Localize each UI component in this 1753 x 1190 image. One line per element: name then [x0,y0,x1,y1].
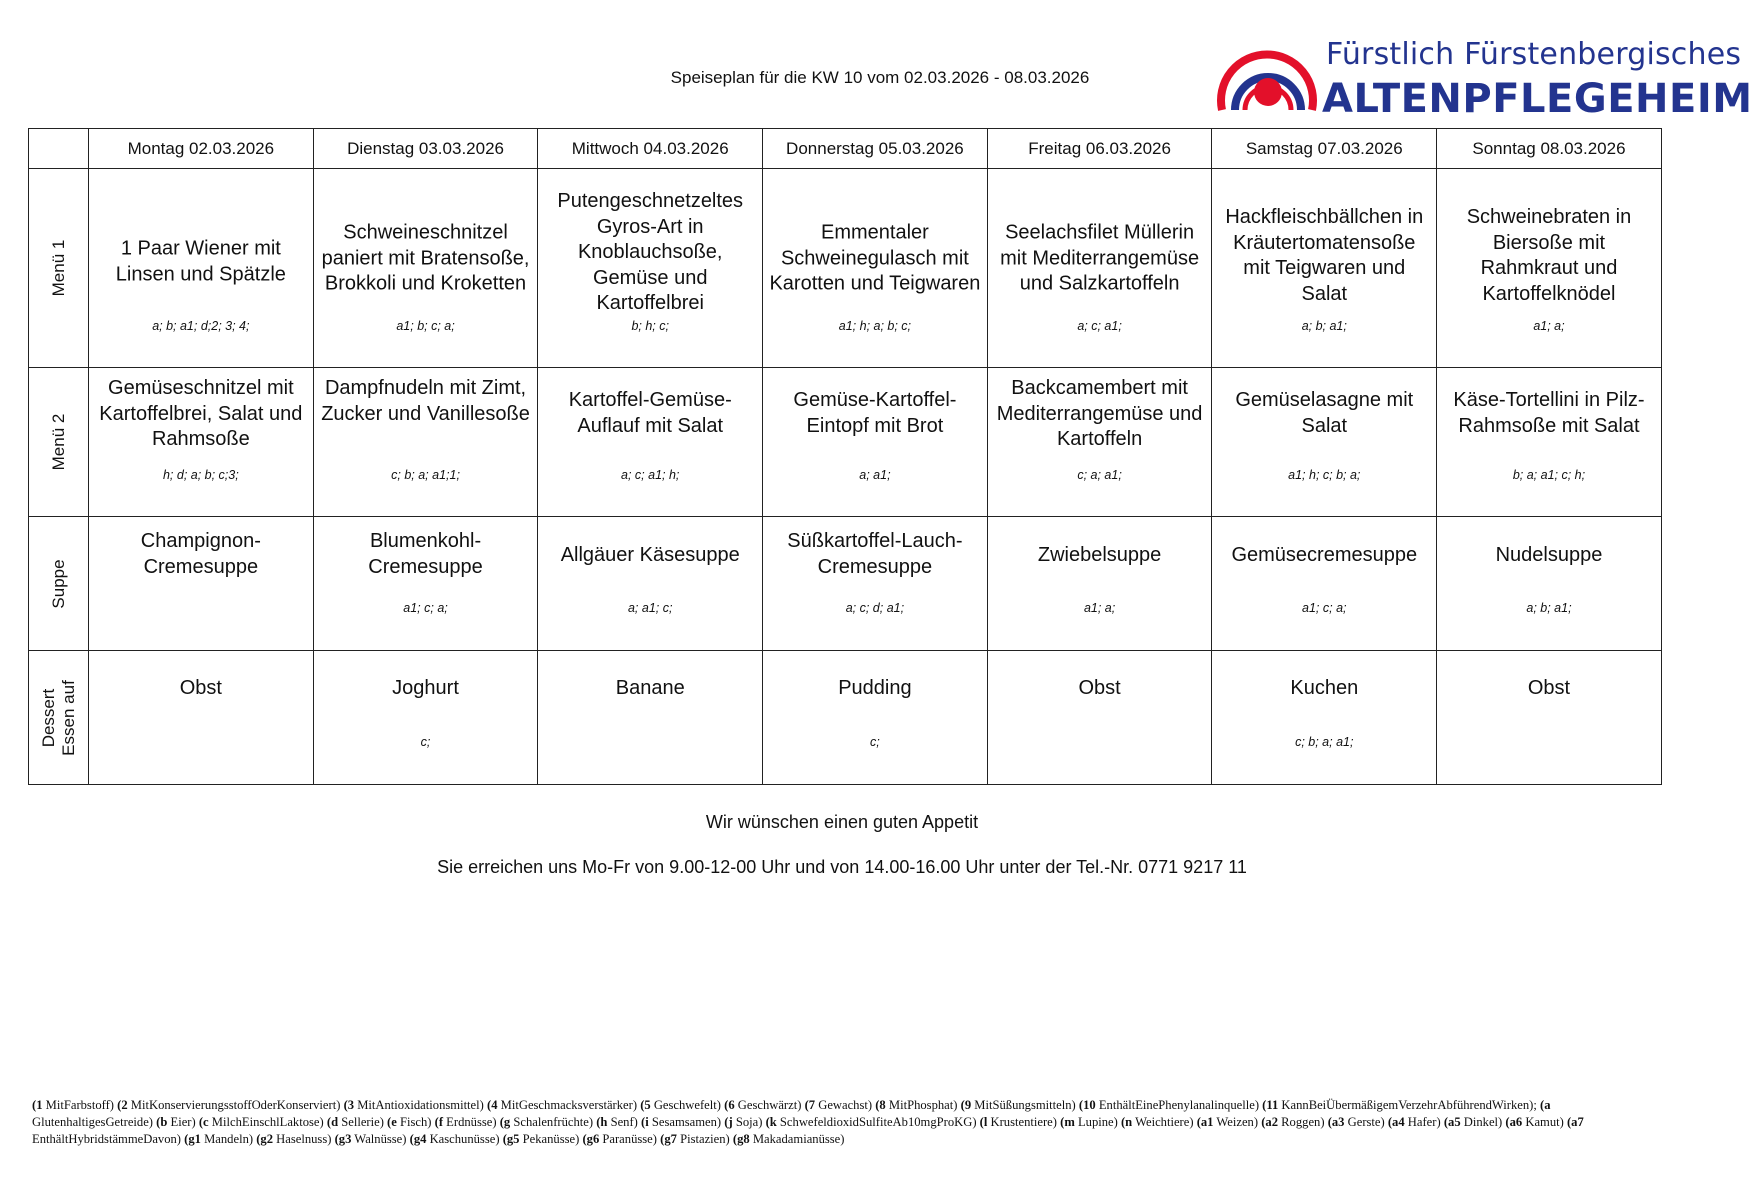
row-label [29,517,89,651]
menu-cell [987,651,1212,785]
row-label [29,368,89,517]
legend-code: (2 [117,1098,128,1112]
menu-cell [313,169,538,368]
row-label-text: Dessert Essen auf [38,679,78,756]
allergens: b; a; a1; c; h; [1512,468,1586,482]
legend-label: Kamut) [1522,1115,1564,1129]
legend-label: EnthältHybridstämmeDavon) [32,1132,181,1146]
legend-label: MilchEinschlLaktose) [208,1115,324,1129]
legend-entry [1388,1115,1441,1129]
legend-code: (b [156,1115,168,1129]
legend-code: (10 [1078,1098,1096,1112]
legend-code: (f [434,1115,444,1129]
legend-label: Eier) [167,1115,196,1129]
menu-cell [89,651,314,785]
allergens: a1; a; [1083,601,1116,615]
legend-entry [500,1115,593,1129]
allergens: h; d; a; b; c;3; [162,468,239,482]
legend-code: (m [1060,1115,1075,1129]
row-label-text: Suppe [48,558,68,609]
allergens: a1; h; c; b; a; [1288,468,1361,482]
dish-name: Käse-Tortellini in Pilz-Rahmsoße mit Salat [1453,389,1645,437]
legend-entry [256,1132,331,1146]
allergens: a; a1; [859,468,891,482]
menu-cell [89,368,314,517]
legend-code: (g4 [409,1132,427,1146]
allergens: a1; c; a; [1302,601,1347,615]
legend-label: Haselnuss) [273,1132,332,1146]
dish-name: Schweinebraten in Biersoße mit Rahmkraut und Kartoffelknödel [1466,205,1632,305]
allergens: c; b; a; a1;1; [391,468,460,482]
dish-name: Obst [1527,677,1571,699]
menu-cell [763,368,988,517]
dish-name: Gemüselasagne mit Salat [1235,389,1414,437]
dish-name: Obst [1078,677,1121,699]
menu-cell [987,169,1212,368]
menu-cell [763,517,988,651]
dish-name: Obst [179,677,222,699]
row-label-text: Menü 1 [48,239,68,297]
legend-entry [435,1115,497,1129]
day-header: Mittwoch 04.03.2026 [538,129,763,169]
legend-label: Pekanüsse) [519,1132,580,1146]
legend-label: MitSüßungsmitteln) [971,1098,1076,1112]
day-header-row [29,129,1662,169]
legend-entry [875,1098,957,1112]
dish-name: Pudding [838,677,912,699]
day-header: Dienstag 03.03.2026 [313,129,538,169]
legend-code: (3 [343,1098,355,1112]
legend-code: (a3 [1327,1115,1345,1129]
legend-label: MitKonservierungsstoffOderKonserviert) [127,1098,341,1112]
dish-name: Kuchen [1290,677,1359,699]
legend-label: Mandeln) [200,1132,254,1146]
allergens: a1; c; a; [403,601,448,615]
legend-code: (g6 [582,1132,600,1146]
legend-code: (a6 [1505,1115,1523,1129]
logo [1208,24,1753,122]
legend-code: (k [765,1115,777,1129]
legend-label: Kaschunüsse) [426,1132,500,1146]
legend-entry [805,1098,873,1112]
dish-name: Zwiebelsuppe [1037,544,1162,566]
legend-code: (n [1120,1115,1133,1129]
legend-label: Geschwefelt) [650,1098,721,1112]
legend-label: Makadamianüsse) [749,1132,845,1146]
legend-label: SchwefeldioxidSulfiteAb10mgProKG) [776,1115,977,1129]
legend-code: (7 [804,1098,816,1112]
menu1-row [29,169,1662,368]
legend-entry [640,1098,721,1112]
legend-code: (d [326,1115,339,1129]
legend-entry [184,1132,253,1146]
legend-code: (11 [1262,1098,1279,1112]
menu-cell [313,517,538,651]
legend-entry [410,1132,500,1146]
logo-text-main: ALTENPFLEGEHEIM [1322,76,1753,122]
legend-label: MitGeschmacksverstärker) [497,1098,638,1112]
menu-cell [313,651,538,785]
logo-text-top: Fürstlich Fürstenbergisches [1326,37,1742,72]
legend-label: Roggen) [1278,1115,1325,1129]
menu-cell [538,368,763,517]
legend-entry [387,1115,431,1129]
day-header: Freitag 06.03.2026 [987,129,1212,169]
menu-cell [1437,651,1662,785]
legend-label: Fisch) [396,1115,432,1129]
legend-label: Sesamsamen) [648,1115,722,1129]
legend-code: (1 [32,1098,43,1112]
legend-label: EnthältEinePhenylanalinquelle) [1095,1098,1260,1112]
day-header: Samstag 07.03.2026 [1212,129,1437,169]
menu-cell [987,368,1212,517]
legend-code: (6 [724,1098,735,1112]
allergens: c; b; a; a1; [1295,735,1354,749]
day-header: Montag 02.03.2026 [89,129,314,169]
corner-cell [29,129,89,169]
legend-code: (c [198,1115,209,1129]
menu-cell [987,517,1212,651]
menu-cell [1212,651,1437,785]
menu2-row [29,368,1662,517]
row-label-text: Menü 2 [48,413,68,471]
legend-entry [961,1098,1076,1112]
legend-label: MitAntioxidationsmittel) [354,1098,484,1112]
allergens: a; b; a1; [1301,319,1347,333]
legend-label: Krustentiere) [987,1115,1057,1129]
allergens: a; c; a1; h; [621,468,680,482]
legend-code: (g [499,1115,511,1129]
legend-label: Lupine) [1074,1115,1118,1129]
legend-entry [1505,1115,1563,1129]
logo-arc-icon [1208,24,1328,122]
day-header: Donnerstag 05.03.2026 [763,129,988,169]
dessert-row [29,651,1662,785]
legend-label: Gewachst) [815,1098,873,1112]
legend-code: (g3 [334,1132,352,1146]
menu-cell [1212,517,1437,651]
menu-cell [313,368,538,517]
dish-name: Nudelsuppe [1495,544,1603,566]
legend-label: GlutenhaltigesGetreide) [32,1115,153,1129]
dish-name: 1 Paar Wiener mit Linsen und Spätzle [115,237,286,285]
legend-entry [724,1098,801,1112]
allergens: a; b; a1; d;2; 3; 4; [152,319,250,333]
legend-entry [1262,1098,1537,1112]
legend-entry [660,1132,730,1146]
dish-name: Gemüse-Kartoffel-Eintopf mit Brot [793,389,957,437]
legend-code: (a [1540,1098,1551,1112]
legend-code: (9 [960,1098,972,1112]
soup-row [29,517,1662,651]
legend-entry [199,1115,324,1129]
dish-name: Seelachsfilet Müllerin mit Mediterrangemüse und Salzkartoffeln [1000,221,1200,295]
legend-label: Sellerie) [338,1115,384,1129]
day-header: Sonntag 08.03.2026 [1437,129,1662,169]
legend-label: Dinkel) [1460,1115,1503,1129]
legend-entry [1197,1115,1258,1129]
legend-label: Weizen) [1213,1115,1259,1129]
allergens: a; a1; c; [627,601,673,615]
dish-name: Blumenkohl-Cremesuppe [368,530,483,578]
dish-name: Banane [615,677,685,699]
legend-code: (l [979,1115,988,1129]
dish-name: Süßkartoffel-Lauch-Cremesuppe [787,530,963,578]
legend-code: (a4 [1387,1115,1405,1129]
legend-entry [335,1132,407,1146]
legend-code: (5 [640,1098,651,1112]
dish-name: Hackfleischbällchen in Kräutertomatensoße mit Teigwaren und Salat [1225,205,1424,305]
menu-cell [1437,368,1662,517]
legend-entry [344,1098,484,1112]
legend-entry [582,1132,657,1146]
legend-code: (j [724,1115,733,1129]
legend-entry [641,1115,721,1129]
legend-code: (g8 [732,1132,750,1146]
legend-code: (g5 [502,1132,520,1146]
menu-cell [538,517,763,651]
legend-label: MitFarbstoff) [42,1098,114,1112]
contact-text: Sie erreichen uns Mo-Fr von 9.00-12-00 Uhr und von 14.00-16.00 Uhr unter der Tel.-Nr. 0771 9217 11 [437,857,1247,877]
legend-code: (a7 [1566,1115,1584,1129]
menu-cell [763,169,988,368]
legend-entry [980,1115,1057,1129]
legend-entry [32,1098,114,1112]
legend-entry [503,1132,580,1146]
legend-entry [487,1098,637,1112]
legend-entry [327,1115,384,1129]
legend-label: Soja) [732,1115,763,1129]
allergens: a1; a; [1533,319,1565,333]
legend-label: Schalenfrüchte) [510,1115,594,1129]
legend-label: Walnüsse) [351,1132,407,1146]
legend-label: Gerste) [1344,1115,1385,1129]
allergens: b; h; c; [631,319,669,333]
dish-name: Dampfnudeln mit Zimt, Zucker und Vanillesoße [321,377,530,425]
legend-entry [1079,1098,1259,1112]
legend-code: (h [596,1115,608,1129]
menu-cell [1212,368,1437,517]
row-label [29,651,89,785]
legend-code: (4 [487,1098,498,1112]
dish-name: Emmentaler Schweinegulasch mit Karotten und Teigwaren [769,221,981,295]
menu-cell [1212,169,1437,368]
allergens: a1; h; a; b; c; [838,319,912,333]
legend-entry [1261,1115,1324,1129]
dish-name: Gemüseschnitzel mit Kartoffelbrei, Salat und Rahmsoße [99,377,303,450]
menu-cell [538,651,763,785]
legend-entry [1060,1115,1118,1129]
legend-entry [156,1115,196,1129]
menu-cell [89,169,314,368]
legend-label: Hafer) [1404,1115,1441,1129]
legend-label: KannBeiÜbermäßigemVerzehrAbführendWirken); [1278,1098,1537,1112]
allergens: a; c; a1; [1077,319,1122,333]
dish-name: Gemüsecremesuppe [1231,544,1418,566]
legend-entry [724,1115,762,1129]
legend-entry [733,1132,845,1146]
dish-name: Backcamembert mit Mediterrangemüse und Kartoffeln [996,377,1203,450]
legend-code: (a2 [1261,1115,1278,1129]
legend-label: Geschwärzt) [734,1098,802,1112]
legend-code: (g7 [660,1132,677,1146]
legend-entry [117,1098,340,1112]
legend-code: (g2 [256,1132,274,1146]
dish-name: Putengeschnetzeltes Gyros-Art in Knoblauchsoße, Gemüse und Kartoffelbrei [557,189,744,314]
allergens: a; c; d; a1; [845,601,905,615]
legend-entry [596,1115,638,1129]
dish-name: Kartoffel-Gemüse-Auflauf mit Salat [568,389,732,437]
legend-code: (a5 [1443,1115,1461,1129]
legend-entry [766,1115,977,1129]
page-title: Speiseplan für die KW 10 vom 02.03.2026 - 08.03.2026 [670,68,1090,87]
dish-name: Joghurt [392,677,459,699]
legend-label: Erdnüsse) [443,1115,497,1129]
legend-label: MitPhosphat) [885,1098,958,1112]
menu-cell [763,651,988,785]
legend-label: Paranüsse) [599,1132,657,1146]
menu-table [28,128,1662,785]
allergens: a1; b; c; a; [396,319,455,333]
legend-code: (a1 [1196,1115,1214,1129]
legend-code: (8 [875,1098,886,1112]
row-label [29,169,89,368]
allergens: a; b; a1; [1526,601,1572,615]
allergens: c; [420,735,431,749]
allergens: c; a; a1; [1077,468,1122,482]
legend-label: Weichtiere) [1132,1115,1194,1129]
legend-code: (e [387,1115,397,1129]
legend-code: (i [641,1115,649,1129]
dish-name: Champignon-Cremesuppe [140,530,261,578]
allergens: c; [870,735,880,749]
allergen-legend [32,1097,1664,1148]
menu-cell [1437,517,1662,651]
menu-cell [538,169,763,368]
legend-entry [1444,1115,1502,1129]
legend-entry [1328,1115,1385,1129]
wish-text: Wir wünschen einen guten Appetit [705,812,979,832]
legend-entry [1121,1115,1194,1129]
menu-cell [1437,169,1662,368]
menu-cell [89,517,314,651]
dish-name: Schweineschnitzel paniert mit Bratensoße, Brokkoli und Kroketten [321,221,530,295]
legend-label: Pistazien) [676,1132,730,1146]
legend-code: (g1 [184,1132,201,1146]
dish-name: Allgäuer Käsesuppe [560,544,740,566]
legend-label: Senf) [607,1115,638,1129]
